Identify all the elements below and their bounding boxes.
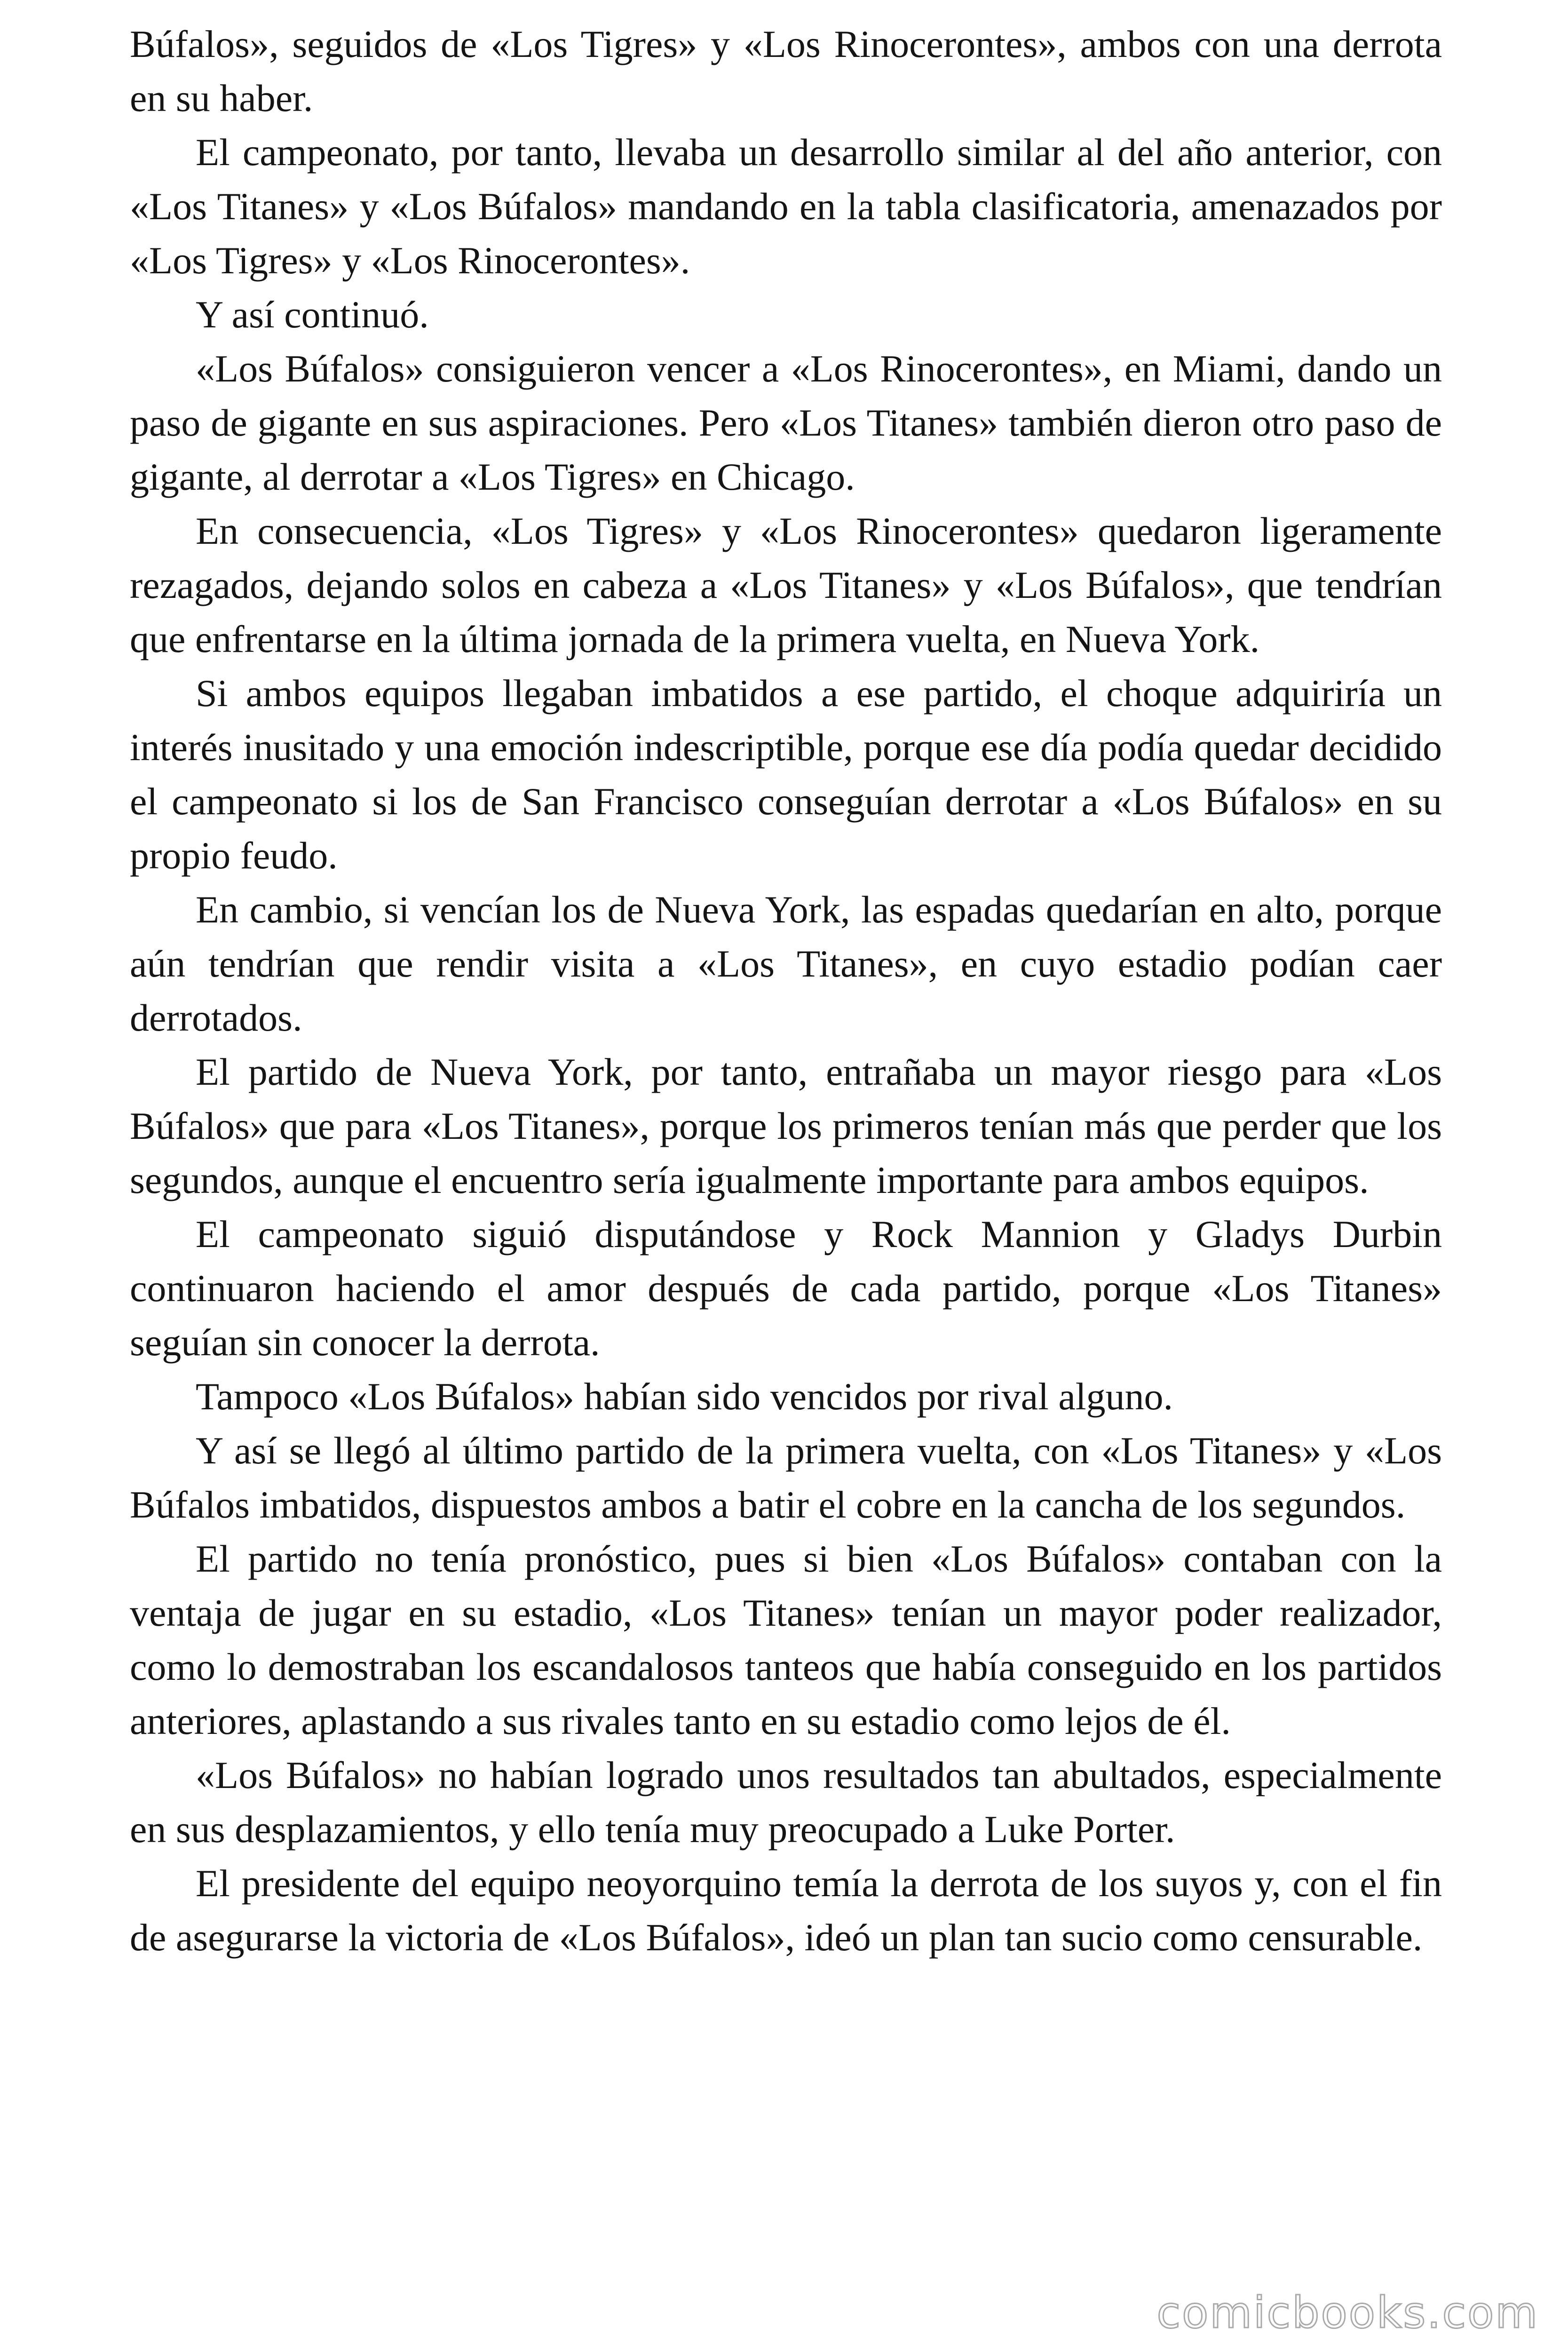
paragraph-3: Y así continuó. [196, 293, 429, 336]
paragraph-2: El campeonato, por tanto, llevaba un desarrollo similar al del año anterior, con «Los Titanes» y «Los Búfalos» mandando en la tabla clasificatoria, amenazados por «Los Tigres» y «Los Rinocerontes». [130, 131, 1442, 282]
book-page-text [130, 17, 1442, 1964]
paragraph-12: El partido no tenía pronóstico, pues si bien «Los Búfalos» contaban con la ventaja de jugar en su estadio, «Los Titanes» tenían un mayor poder realizador, como lo demostraban los escandalosos tanteos que había conseguido en los partidos anteriores, aplastando a sus rivales tanto en su estadio como lejos de él. [130, 1537, 1442, 1742]
paragraph-11: Y así se llegó al último partido de la primera vuelta, con «Los Titanes» y «Los Búfalos imbatidos, dispuestos ambos a batir el cobre en la cancha de los segundos. [130, 1429, 1442, 1526]
paragraph-10: Tampoco «Los Búfalos» habían sido vencidos por rival alguno. [196, 1375, 1173, 1418]
paragraph-5: En consecuencia, «Los Tigres» y «Los Rinocerontes» quedaron ligeramente rezagados, dejando solos en cabeza a «Los Titanes» y «Los Búfalos», que tendrían que enfrentarse en la última jornada de la primera vuelta, en Nueva York. [130, 509, 1442, 660]
paragraph-14: El presidente del equipo neoyorquino temía la derrota de los suyos y, con el fin de asegurarse la victoria de «Los Búfalos», ideó un plan tan sucio como censurable. [130, 1862, 1442, 1959]
paragraph-1: Búfalos», seguidos de «Los Tigres» y «Los Rinocerontes», ambos con una derrota en su haber. [130, 23, 1442, 119]
paragraph-9: El campeonato siguió disputándose y Rock Mannion y Gladys Durbin continuaron haciendo el amor después de cada partido, porque «Los Titanes» seguían sin conocer la derrota. [130, 1213, 1442, 1364]
watermark-logo: comicbooks.com [1156, 2288, 1539, 2338]
paragraph-6: Si ambos equipos llegaban imbatidos a ese partido, el choque adquiriría un interés inusitado y una emoción indescriptible, porque ese día podía quedar decidido el campeonato si los de San Francisco conseguían derrotar a «Los Búfalos» en su propio feudo. [130, 672, 1442, 877]
paragraph-7: En cambio, si vencían los de Nueva York, las espadas quedarían en alto, porque aún tendrían que rendir visita a «Los Titanes», en cuyo estadio podían caer derrotados. [130, 888, 1442, 1039]
paragraph-4: «Los Búfalos» consiguieron vencer a «Los Rinocerontes», en Miami, dando un paso de gigante en sus aspiraciones. Pero «Los Titanes» también dieron otro paso de gigante, al derrotar a «Los Tigres» en Chicago. [130, 347, 1442, 498]
paragraph-13: «Los Búfalos» no habían logrado unos resultados tan abultados, especialmente en sus desplazamientos, y ello tenía muy preocupado a Luke Porter. [130, 1754, 1442, 1851]
paragraph-8: El partido de Nueva York, por tanto, entrañaba un mayor riesgo para «Los Búfalos» que para «Los Titanes», porque los primeros tenían más que perder que los segundos, aunque el encuentro sería igualmente importante para ambos equipos. [130, 1050, 1442, 1201]
